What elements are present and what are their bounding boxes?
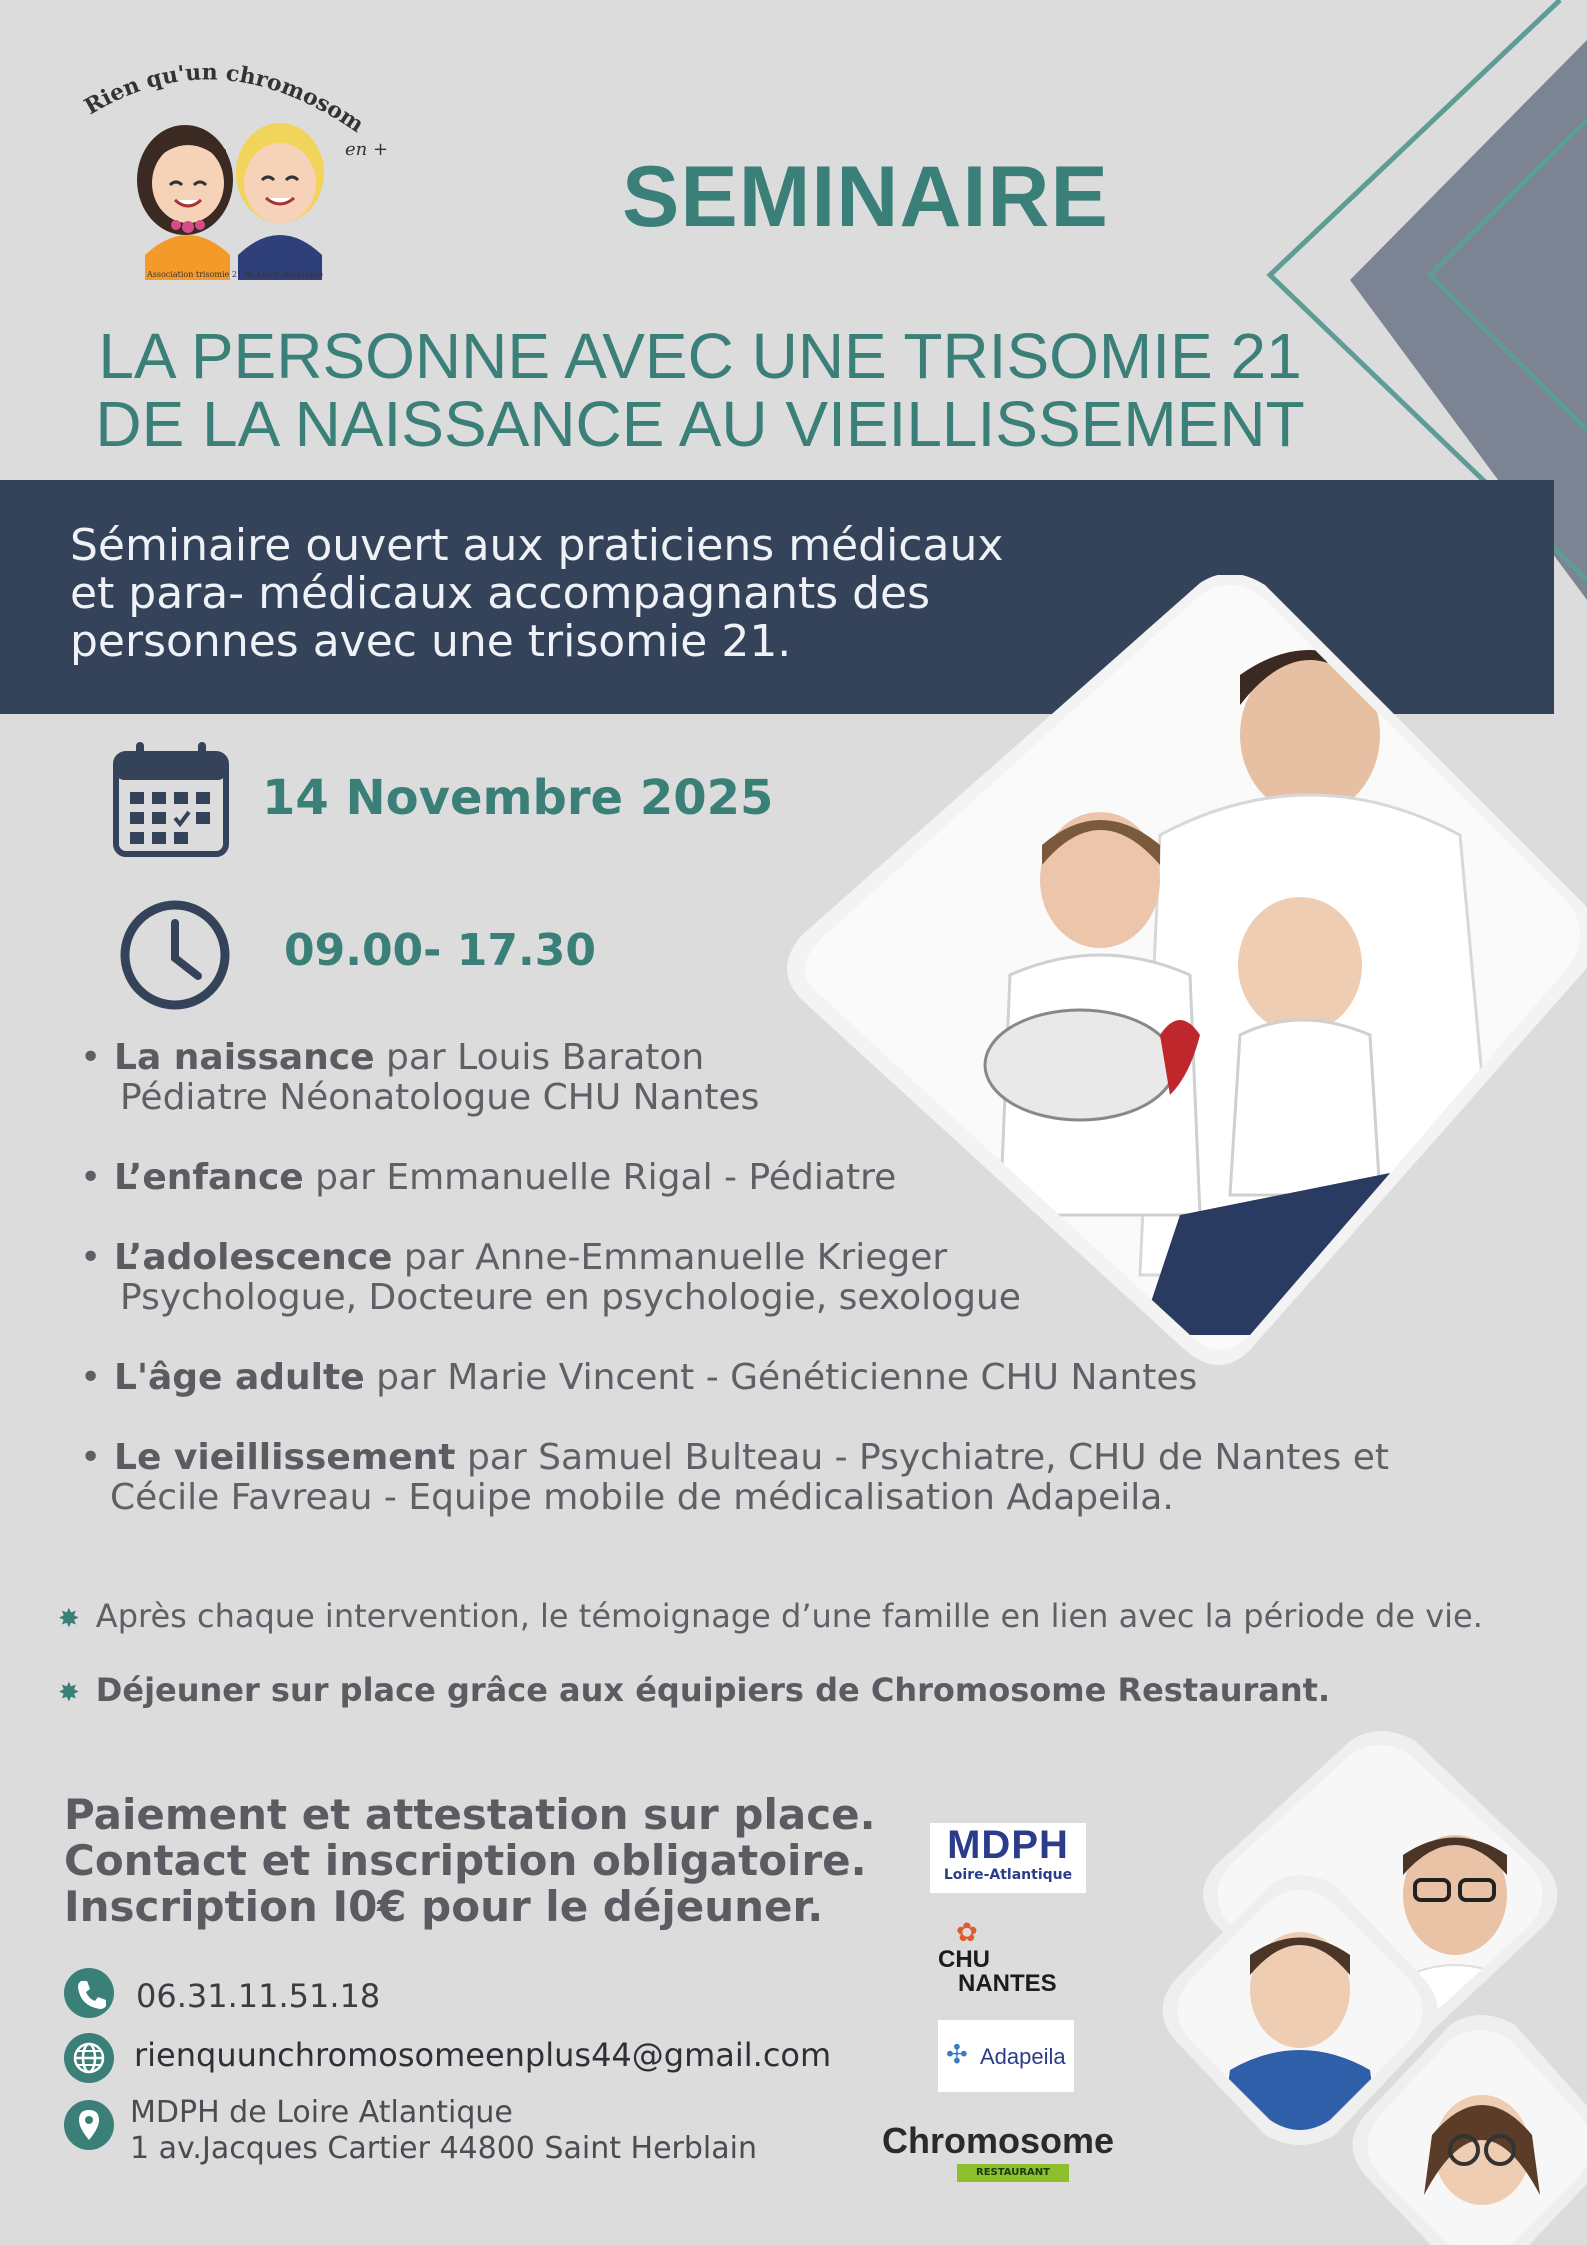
seminar-heading: SEMINAIRE bbox=[622, 149, 1109, 245]
address-line-2: 1 av.Jacques Cartier 44800 Saint Herblain bbox=[130, 2131, 757, 2166]
calendar-icon bbox=[112, 740, 230, 860]
phone-icon bbox=[64, 1968, 114, 2018]
payment-line-2: Contact et inscription obligatoire. bbox=[64, 1836, 867, 1885]
clock-icon bbox=[118, 898, 232, 1012]
testimony-text: Après chaque intervention, le témoignage d’une famille en lien avec la période de vie. bbox=[95, 1597, 1483, 1635]
talk-speaker: par Emmanuelle Rigal - Pédiatre bbox=[303, 1157, 897, 1198]
email-link[interactable]: rienquunchromosomeenplus44@gmail.com bbox=[134, 2036, 832, 2074]
audience-line-2: et para- médicaux accompagnants des bbox=[70, 568, 931, 619]
logo-illustration bbox=[70, 55, 400, 285]
star-icon: ✸ bbox=[58, 1678, 80, 1708]
mdph-logo-text: MDPH bbox=[947, 1823, 1069, 1867]
chromosome-restaurant-logo bbox=[882, 2120, 1132, 2186]
bullet-icon: • bbox=[80, 1357, 102, 1398]
mdph-logo bbox=[930, 1823, 1086, 1893]
flower-icon: ✿ bbox=[956, 1918, 978, 1948]
list-item bbox=[70, 1038, 1450, 1118]
address-line-1: MDPH de Loire Atlantique bbox=[130, 2095, 513, 2130]
bullet-icon: • bbox=[80, 1437, 102, 1478]
logo-suffix: en + bbox=[345, 139, 389, 160]
association-logo bbox=[70, 55, 400, 285]
talk-speaker: par Marie Vincent - Généticienne CHU Nantes bbox=[364, 1357, 1198, 1398]
page-title bbox=[70, 322, 1330, 458]
payment-line-3: Inscription I0€ pour le déjeuner. bbox=[64, 1882, 824, 1931]
logo-arc-text: Rien qu'un chromosom bbox=[80, 59, 369, 139]
people-icon: ✣ bbox=[946, 2040, 968, 2070]
lunch-text: Déjeuner sur place grâce aux équipiers de Chromosome Restaurant. bbox=[95, 1671, 1331, 1709]
audience-line-1: Séminaire ouvert aux praticiens médicaux bbox=[70, 520, 1004, 571]
talk-topic: L’adolescence bbox=[114, 1237, 393, 1278]
talk-topic: Le vieillissement bbox=[114, 1437, 456, 1478]
event-time: 09.00- 17.30 bbox=[284, 925, 596, 976]
chromosome-logo-text: Chromosome bbox=[882, 2120, 1115, 2161]
list-item bbox=[70, 1238, 1450, 1318]
talk-topic: La naissance bbox=[114, 1037, 375, 1078]
audience-line-3: personnes avec une trisomie 21. bbox=[70, 616, 792, 667]
bullet-icon: • bbox=[80, 1157, 102, 1198]
address bbox=[130, 2095, 757, 2167]
program-list bbox=[70, 1038, 1450, 1558]
talk-detail: Pédiatre Néonatologue CHU Nantes bbox=[120, 1077, 760, 1118]
portrait-collage bbox=[1110, 1725, 1587, 2245]
talk-detail: Cécile Favreau - Equipe mobile de médicalisation Adapeila. bbox=[110, 1477, 1174, 1518]
adapeila-logo-text: Adapeila bbox=[980, 2044, 1066, 2069]
talk-speaker: par Anne-Emmanuelle Krieger bbox=[392, 1237, 948, 1278]
talk-speaker: par Samuel Bulteau - Psychiatre, CHU de Nantes et bbox=[455, 1437, 1389, 1478]
phone-number[interactable]: 06.31.11.51.18 bbox=[136, 1977, 381, 2015]
bullet-icon: • bbox=[80, 1237, 102, 1278]
testimony-note bbox=[58, 1597, 1483, 1635]
star-icon: ✸ bbox=[58, 1604, 80, 1634]
talk-speaker: par Louis Baraton bbox=[374, 1037, 705, 1078]
talk-topic: L'âge adulte bbox=[114, 1357, 365, 1398]
list-item bbox=[70, 1358, 1450, 1398]
chu-nantes-logo bbox=[938, 1918, 1078, 1998]
talk-detail: Psychologue, Docteure en psychologie, sexologue bbox=[120, 1277, 1021, 1318]
mdph-logo-sub: Loire-Atlantique bbox=[943, 1867, 1073, 1883]
payment-line-1: Paiement et attestation sur place. bbox=[64, 1790, 876, 1839]
adapeila-logo bbox=[938, 2020, 1074, 2092]
chromosome-logo-sub: RESTAURANT bbox=[957, 2164, 1069, 2182]
bullet-icon: • bbox=[80, 1037, 102, 1078]
list-item bbox=[70, 1438, 1450, 1518]
title-line-2: DE LA NAISSANCE AU VIEILLISSEMENT bbox=[95, 388, 1305, 460]
chu-logo-line-2: NANTES bbox=[958, 1970, 1057, 1997]
list-item bbox=[70, 1158, 1450, 1198]
lunch-note bbox=[58, 1671, 1330, 1709]
logo-caption: Association trisomie 21 de Loire-Atlantique bbox=[146, 270, 324, 279]
globe-icon bbox=[64, 2033, 114, 2083]
event-date: 14 Novembre 2025 bbox=[262, 770, 774, 826]
location-pin-icon bbox=[64, 2100, 114, 2150]
chu-logo-line-1: CHU bbox=[938, 1946, 990, 1973]
talk-topic: L’enfance bbox=[114, 1157, 304, 1198]
title-line-1: LA PERSONNE AVEC UNE TRISOMIE 21 bbox=[98, 320, 1302, 392]
payment-info bbox=[64, 1792, 876, 1930]
